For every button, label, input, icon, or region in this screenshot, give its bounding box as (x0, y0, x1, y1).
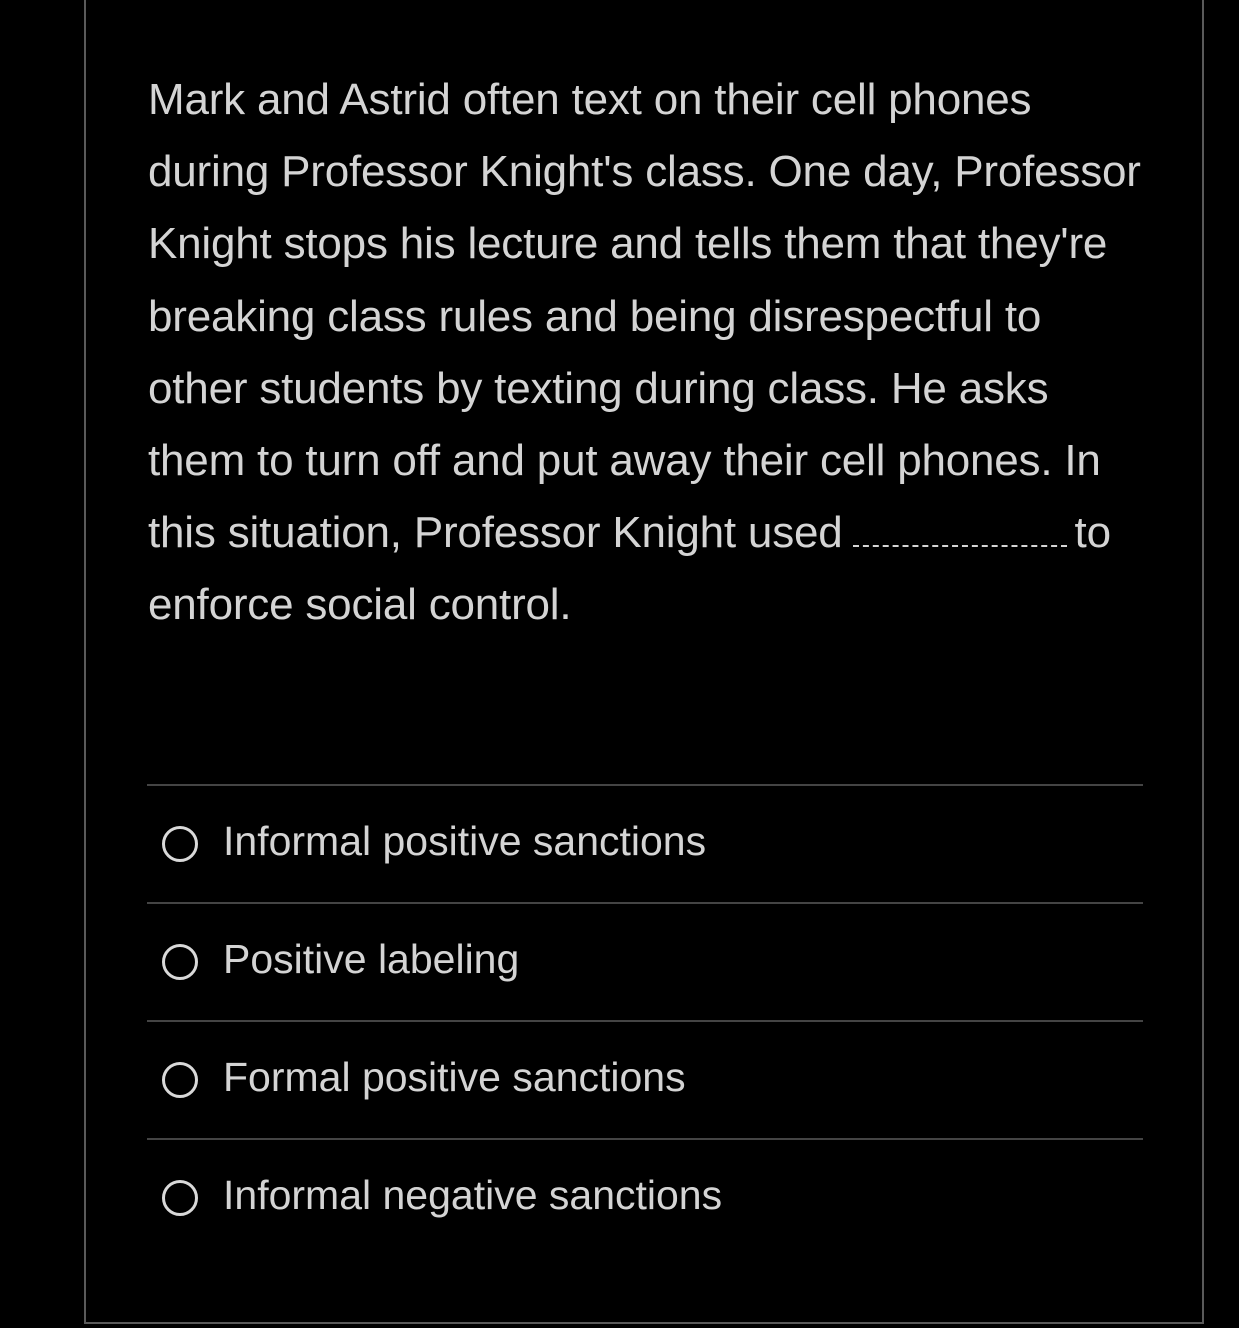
option-label: Informal negative sanctions (223, 1172, 723, 1218)
option-label: Informal positive sanctions (223, 818, 707, 864)
radio-button-icon[interactable] (162, 944, 198, 980)
question-text-after-blank: to enforce social control. (148, 508, 1111, 630)
option-formal-positive-sanctions[interactable] (147, 1020, 1143, 1138)
option-informal-positive-sanctions[interactable] (147, 784, 1143, 902)
answer-options (147, 784, 1143, 1256)
question-text-before-blank: Mark and Astrid often text on their cell phones during Professor Knight's class. One day, Professor Knight stops his lecture and tells them that they're breaking class rules and being disrespectful to other students by texting during class. He asks them to turn off and put away their cell phones. In this situation, Professor Knight used (148, 75, 1141, 558)
radio-button-icon[interactable] (162, 1062, 198, 1098)
answer-blank (853, 519, 1067, 547)
option-label: Formal positive sanctions (223, 1054, 686, 1100)
radio-button-icon[interactable] (162, 1180, 198, 1216)
radio-button-icon[interactable] (162, 826, 198, 862)
option-informal-negative-sanctions[interactable] (147, 1138, 1143, 1256)
option-positive-labeling[interactable] (147, 902, 1143, 1020)
option-label: Positive labeling (223, 936, 520, 982)
question-text (148, 64, 1148, 642)
